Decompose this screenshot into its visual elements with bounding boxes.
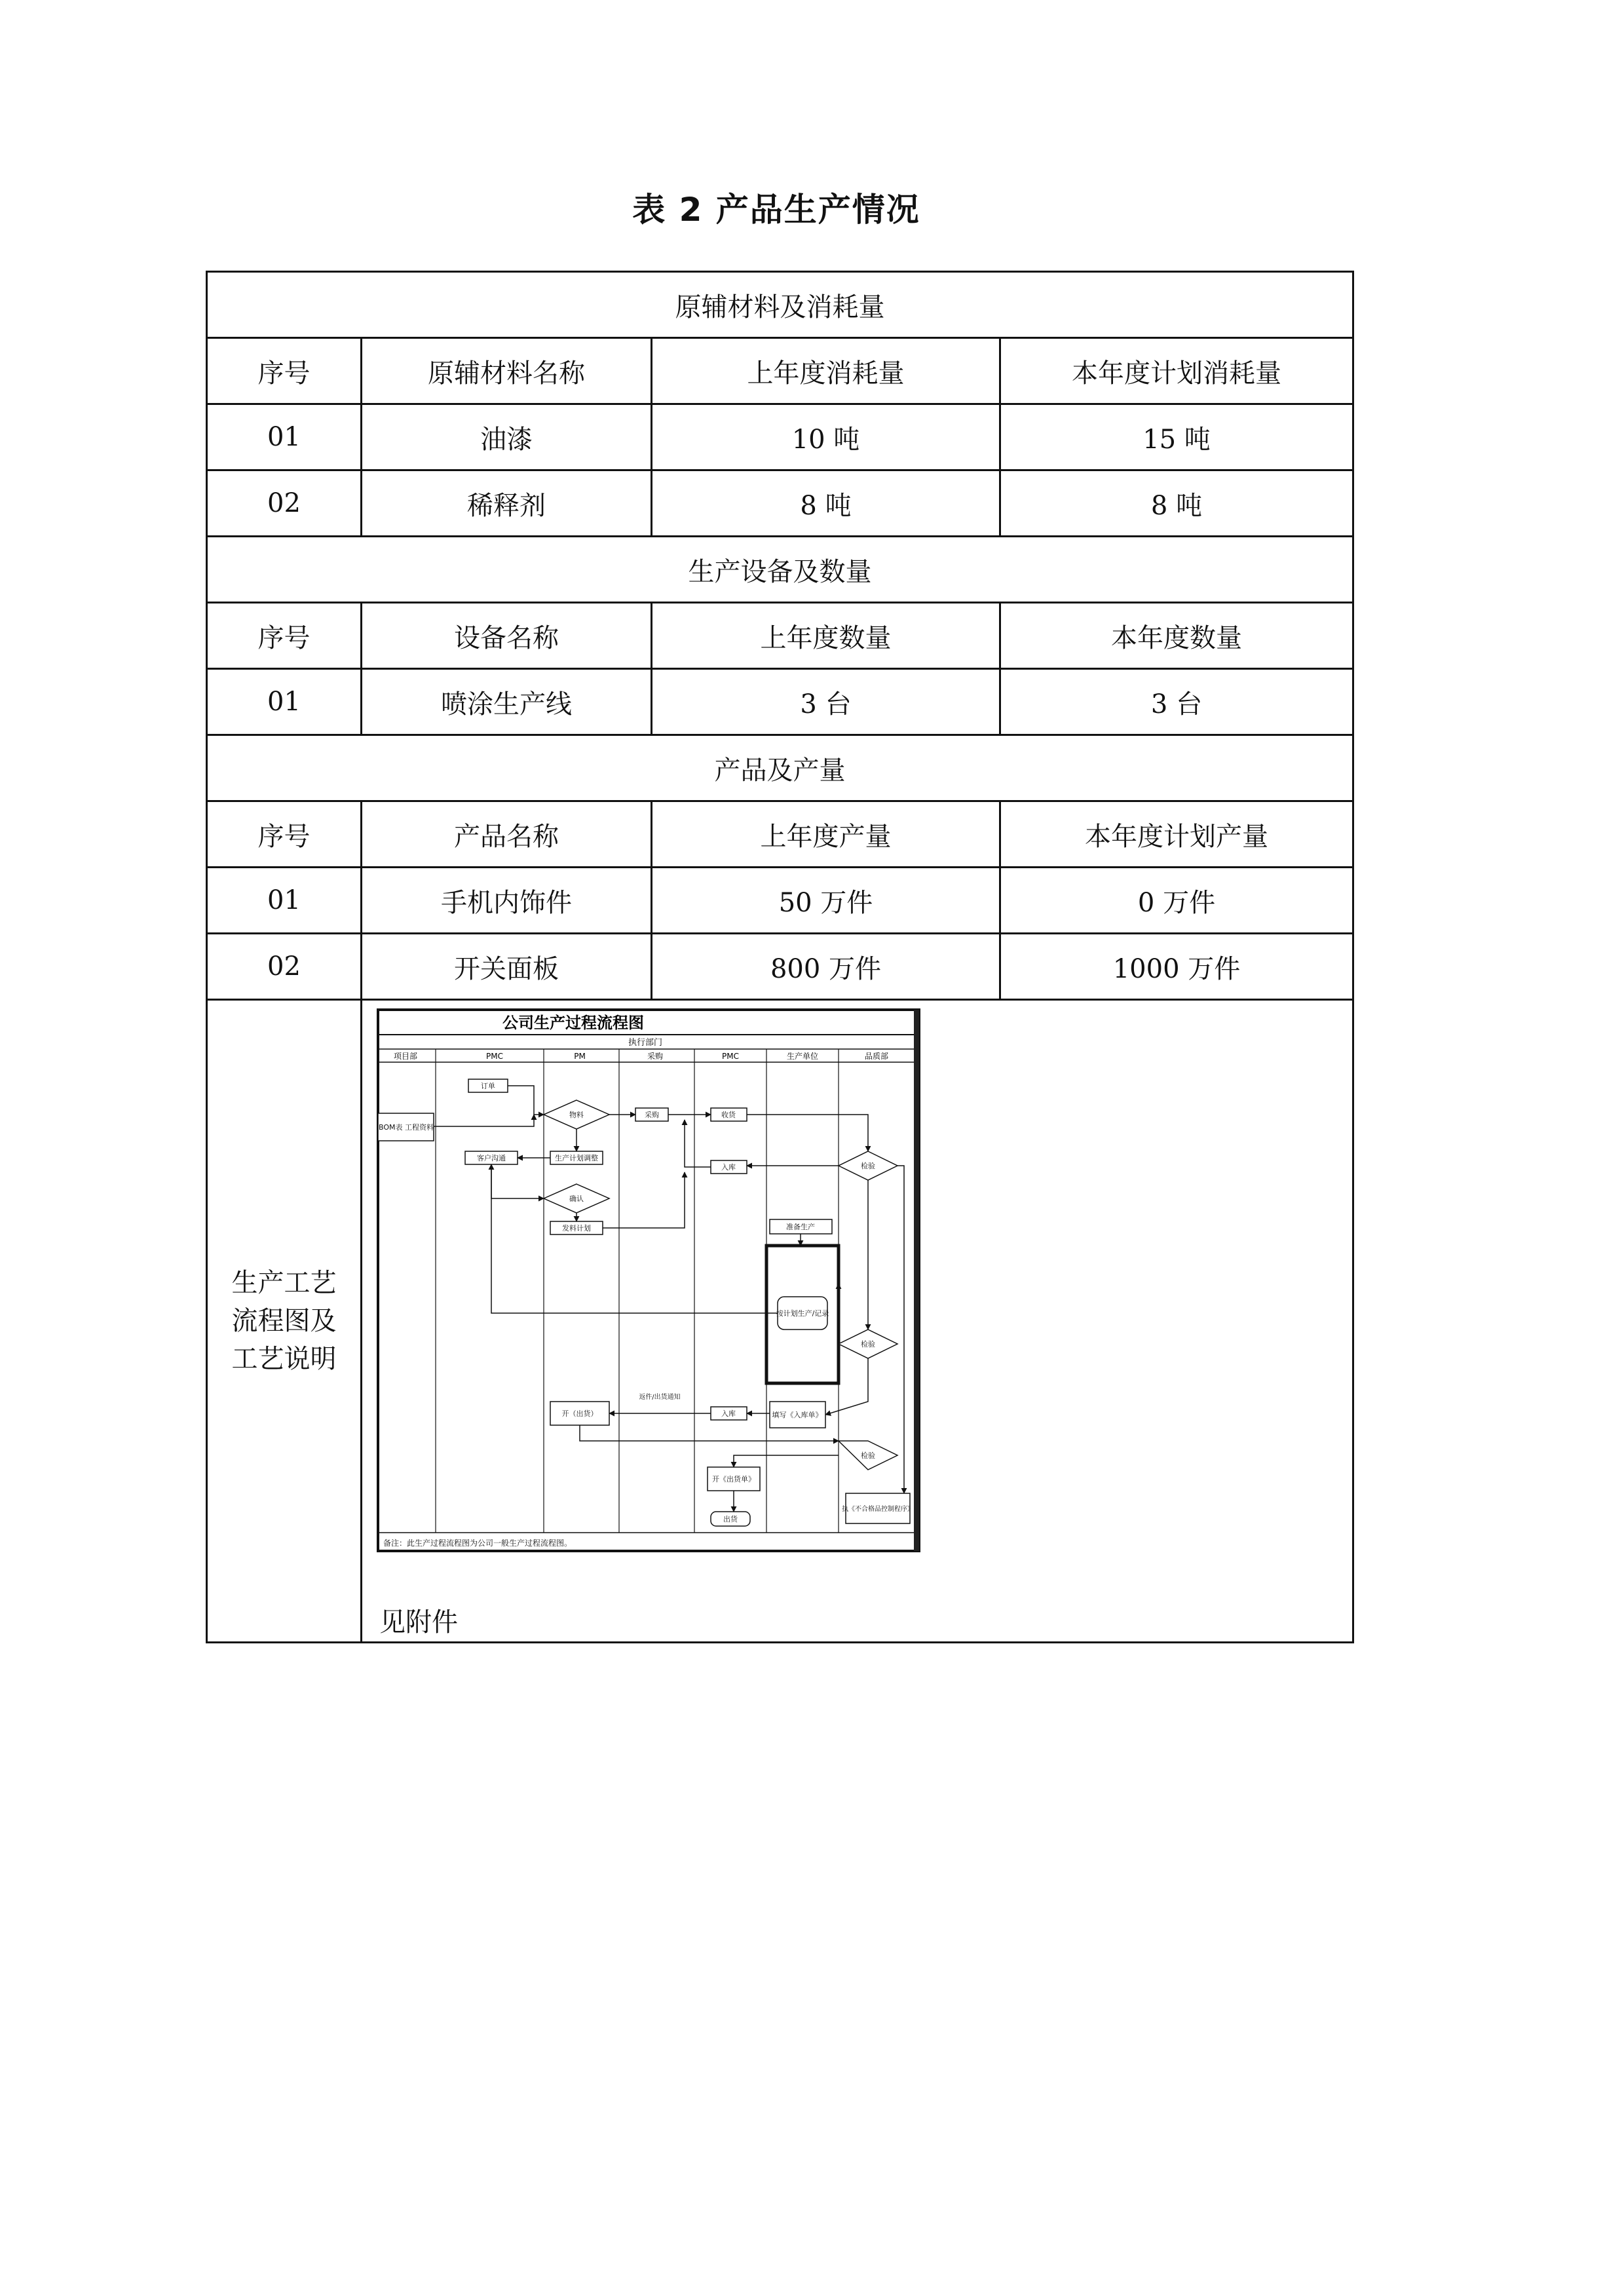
- page-title: 表 2 产品生产情况: [632, 191, 920, 229]
- node-label: 填写《入库单》: [772, 1411, 823, 1419]
- header-cell: 序号: [207, 603, 362, 669]
- header-cell: 本年度计划消耗量: [1000, 338, 1353, 404]
- node-label: 检验: [861, 1162, 875, 1170]
- section-heading-materials: 原辅材料及消耗量: [207, 272, 1353, 338]
- table-cell: 8 吨: [1000, 470, 1353, 537]
- node-label: 物料: [569, 1111, 584, 1119]
- header-row: [207, 603, 1353, 669]
- flowchart-title: 公司生产过程流程图: [502, 1014, 644, 1032]
- table-cell: 15 吨: [1000, 404, 1353, 470]
- node-label: 确认: [569, 1195, 584, 1203]
- process-row: [207, 1000, 1353, 1643]
- header-row: [207, 338, 1353, 404]
- table-cell: 01: [207, 669, 362, 735]
- node-label: 出货: [723, 1515, 738, 1523]
- node-label: 检验: [861, 1340, 875, 1349]
- table-cell: 10 吨: [652, 404, 1000, 470]
- production-table: [206, 271, 1354, 1643]
- header-cell: 原辅材料名称: [362, 338, 652, 404]
- header-cell: 上年度消耗量: [652, 338, 1000, 404]
- table-row: [207, 404, 1353, 470]
- header-cell: 上年度产量: [652, 801, 1000, 868]
- table-cell: 油漆: [362, 404, 652, 470]
- lane-header: 采购: [647, 1052, 664, 1061]
- node-label: 发料计划: [562, 1224, 591, 1233]
- lane-header: 生产单位: [786, 1052, 819, 1061]
- header-cell: 设备名称: [362, 603, 652, 669]
- section-heading-products: 产品及产量: [207, 735, 1353, 801]
- table-cell: 0 万件: [1000, 868, 1353, 934]
- node-label: 入库: [721, 1409, 736, 1418]
- header-cell: 序号: [207, 338, 362, 404]
- node-label: 采购: [645, 1111, 659, 1119]
- process-label-line: 工艺说明: [231, 1344, 337, 1374]
- flowchart-note: 备注：此生产过程流程图为公司一般生产过程流程图。: [383, 1539, 573, 1548]
- process-content: [362, 1000, 1353, 1643]
- table-row: [207, 669, 1353, 735]
- lane-header: PMC: [722, 1052, 739, 1061]
- process-label: [207, 1000, 362, 1643]
- table-cell: 手机内饰件: [362, 868, 652, 934]
- node-label: 按计划生产/记录: [776, 1309, 829, 1318]
- node-label: 执《不合格品控制程序》: [842, 1506, 914, 1513]
- node-label: 生产计划调整: [555, 1154, 598, 1162]
- table-cell: 50 万件: [652, 868, 1000, 934]
- header-cell: 本年度数量: [1000, 603, 1353, 669]
- see-attachment: 见附件: [379, 1607, 458, 1637]
- table-cell: 3 台: [1000, 669, 1353, 735]
- node-label: 返件/出货通知: [639, 1394, 681, 1401]
- table-cell: 02: [207, 934, 362, 1000]
- table-cell: 喷涂生产线: [362, 669, 652, 735]
- section-heading-equipment: 生产设备及数量: [207, 537, 1353, 603]
- exec-dept-label: 执行部门: [628, 1038, 663, 1048]
- header-cell: 产品名称: [362, 801, 652, 868]
- table-cell: 01: [207, 404, 362, 470]
- table-cell: 开关面板: [362, 934, 652, 1000]
- header-cell: 上年度数量: [652, 603, 1000, 669]
- lane-header: 品质部: [864, 1052, 889, 1061]
- node-label: 准备生产: [786, 1223, 815, 1231]
- lane-header: PMC: [486, 1052, 503, 1061]
- table-cell: 01: [207, 868, 362, 934]
- node-label: 入库: [721, 1163, 736, 1172]
- node-label: 订单: [481, 1082, 495, 1090]
- lane-header: 项目部: [393, 1052, 418, 1061]
- node-label: 开（出货）: [561, 1409, 598, 1418]
- table-cell: 3 台: [652, 669, 1000, 735]
- table-cell: 800 万件: [652, 934, 1000, 1000]
- header-row: [207, 801, 1353, 868]
- header-cell: 本年度计划产量: [1000, 801, 1353, 868]
- node-label: 客户沟通: [477, 1154, 506, 1162]
- table-cell: 1000 万件: [1000, 934, 1353, 1000]
- table-row: [207, 470, 1353, 537]
- flowchart-svg: [377, 1008, 920, 1552]
- table-cell: 02: [207, 470, 362, 537]
- table-cell: 8 吨: [652, 470, 1000, 537]
- node-label: 检验: [861, 1451, 875, 1460]
- node-label: 开《出货单》: [712, 1475, 755, 1483]
- table-cell: 稀释剂: [362, 470, 652, 537]
- table-row: [207, 934, 1353, 1000]
- lane-header: PM: [574, 1052, 586, 1061]
- process-label-line: 流程图及: [231, 1306, 337, 1336]
- node-label: 收货: [721, 1111, 736, 1119]
- header-cell: 序号: [207, 801, 362, 868]
- flowchart-image: [377, 1008, 920, 1552]
- table-row: [207, 868, 1353, 934]
- process-label-line: 生产工艺: [231, 1268, 337, 1298]
- node-label: BOM表 工程资料: [379, 1123, 434, 1132]
